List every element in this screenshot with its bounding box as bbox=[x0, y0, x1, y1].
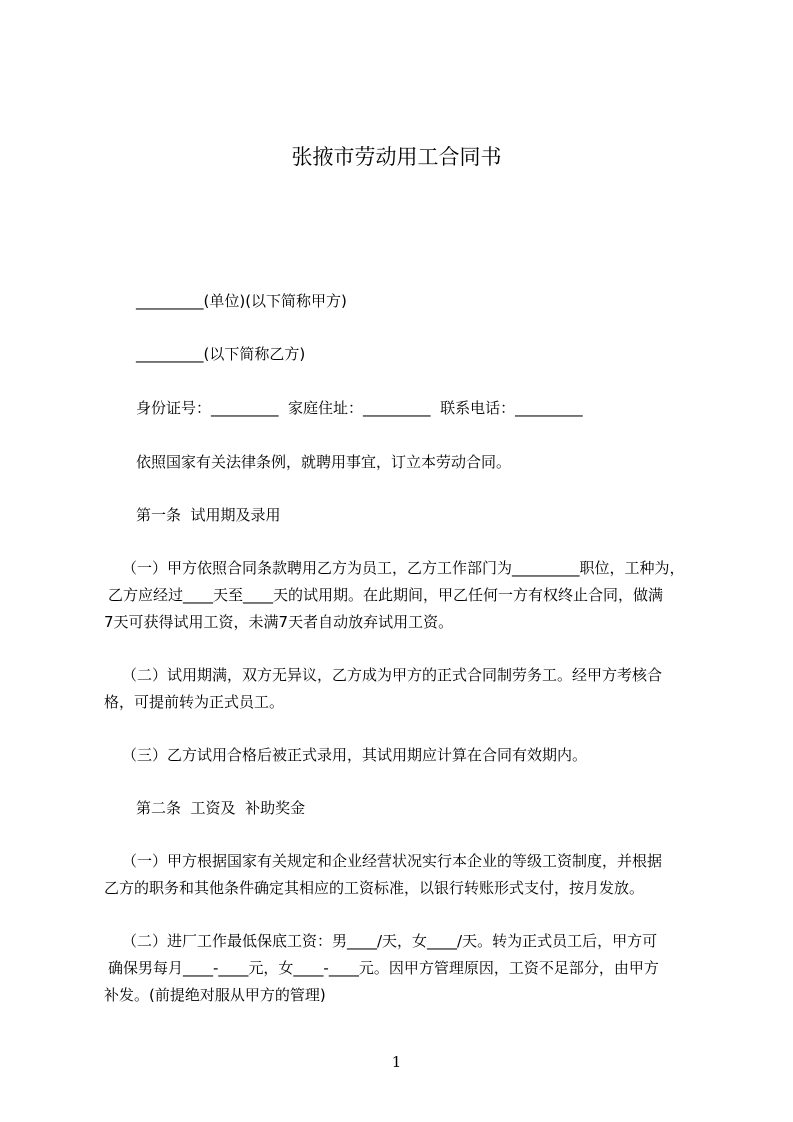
article-2-clause-1-line-1: （一）甲方根据国家有关规定和企业经营状况实行本企业的等级工资制度，并根据 bbox=[122, 852, 663, 870]
article-1-clause-2-line-2: 格，可提前转为正式员工。 bbox=[104, 693, 285, 711]
article-1-heading: 第一条 试用期及录用 bbox=[136, 506, 281, 524]
intro-paragraph: 依照国家有关法律条例，就聘用事宜，订立本劳动合同。 bbox=[136, 453, 512, 471]
article-2-clause-1-line-2: 乙方的职务和其他条件确定其相应的工资标准，以银行转账形式支付，按月发放。 bbox=[104, 879, 645, 897]
article-1-clause-3: （三）乙方试用合格后被正式录用，其试用期应计算在合同有效期内。 bbox=[122, 746, 588, 764]
article-2-heading: 第二条 工资及 补助奖金 bbox=[136, 799, 306, 817]
party-a-line: _________(单位)(以下简称甲方) bbox=[136, 292, 347, 310]
article-2-clause-2-line-1: （二）进厂工作最低保底工资：男____/天，女____/天。转为正式员工后，甲方可 bbox=[122, 932, 658, 950]
article-1-clause-1-line-2: 乙方应经过____天至____天的试用期。在此期间，甲乙任何一方有权终止合同，做满 bbox=[108, 586, 664, 604]
article-2-clause-2-line-2: 确保男每月____-____元，女____-____元。因甲方管理原因，工资不足部分，由甲方 bbox=[108, 959, 659, 977]
article-1-clause-1-line-1: （一）甲方依照合同条款聘用乙方为员工，乙方工作部门为_________职位，工种为， bbox=[122, 559, 685, 577]
id-info-line: 身份证号：_________ 家庭住址：_________ 联系电话：_________ bbox=[136, 399, 583, 417]
document-title: 张掖市劳动用工合同书 bbox=[291, 145, 502, 169]
article-1-clause-1-line-3: 7天可获得试用工资，未满7天者自动放弃试用工资。 bbox=[104, 613, 454, 631]
party-b-line: _________(以下简称乙方) bbox=[136, 345, 306, 363]
article-2-clause-2-line-3: 补发。(前提绝对服从甲方的管理) bbox=[104, 986, 326, 1004]
page-number: 1 bbox=[391, 1053, 402, 1071]
article-1-clause-2-line-1: （二）试用期满，双方无异议，乙方成为甲方的正式合同制劳务工。经甲方考核合 bbox=[122, 666, 663, 684]
